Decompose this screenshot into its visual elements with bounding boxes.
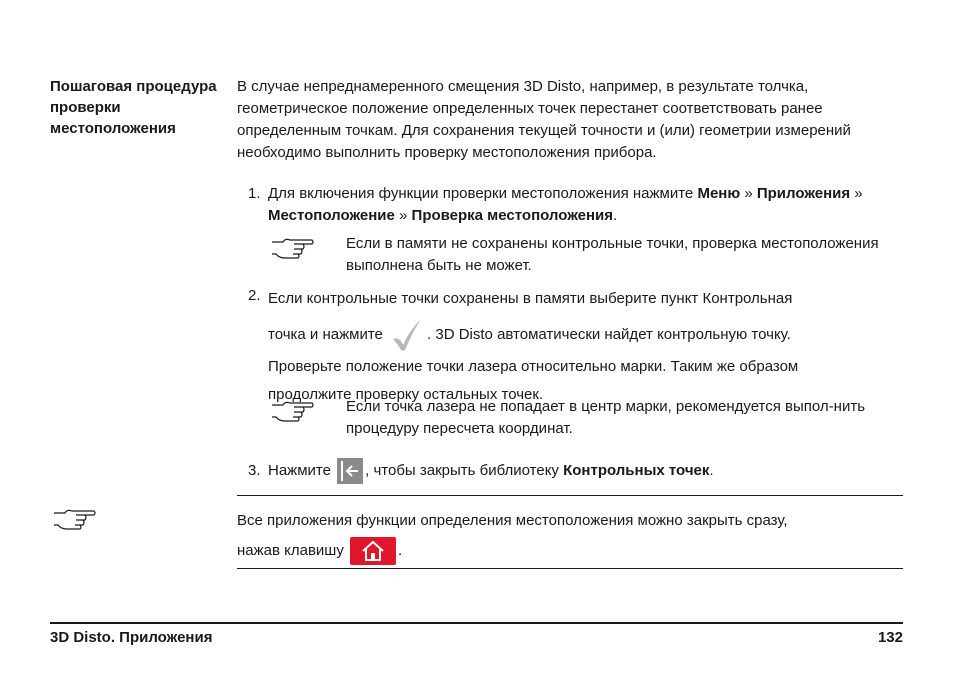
home-button <box>350 537 396 565</box>
menu-label: Меню <box>697 185 741 202</box>
step-text: Нажмите , чтобы закрыть библиотеку Контрольных точек. <box>268 458 908 484</box>
pointing-hand-icon <box>270 237 314 259</box>
note-text: Если точка лазера не попадает в центр марки, рекомендуется выпол-нить процедуру пересчета координат. <box>346 398 866 437</box>
location-label: Местоположение <box>268 207 395 224</box>
close-library-icon <box>337 458 363 484</box>
note-2 <box>270 396 910 442</box>
check-location-label: Проверка местоположения <box>411 207 614 224</box>
step-number: 1. <box>248 185 261 202</box>
step-3 <box>248 458 903 488</box>
intro-paragraph: В случае непреднамеренного смещения 3D Disto, например, в результате толчка, геометрическое положение определенных точек перестанет соответствовать ранее определенным точкам. Для сохранения текущей точности и (или) геометрии измерений необходимо выполнить проверку местоположения прибора. <box>237 78 851 161</box>
divider-bottom <box>237 568 903 569</box>
control-points-label: Контрольных точек <box>563 461 710 479</box>
pointing-hand-icon <box>270 400 314 422</box>
step-1 <box>248 183 903 227</box>
step-number: 2. <box>248 287 261 304</box>
apps-label: Приложения <box>756 185 851 202</box>
footer-rule <box>50 622 903 624</box>
home-icon <box>350 537 396 565</box>
page-number: 132 <box>877 629 903 646</box>
checkmark-icon <box>389 317 425 353</box>
note-1 <box>270 233 910 279</box>
section-heading: Пошаговая процедура проверки местоположения <box>50 78 217 137</box>
pointing-hand-icon <box>52 508 96 530</box>
footer-title: 3D Disto. Приложения <box>50 629 213 646</box>
step-2 <box>248 285 903 403</box>
step-number: 3. <box>248 462 261 479</box>
divider-top <box>237 495 903 496</box>
step-text: Для включения функции проверки местоположения нажмите Меню » Приложения » Местоположение » Проверка местоположения. <box>268 185 863 224</box>
general-note: Все приложения функции определения местоположения можно закрыть сразу, нажав клавишу . <box>237 507 907 565</box>
note-text: Если в памяти не сохранены контрольные точки, проверка местоположения выполнена быть не может. <box>346 235 879 274</box>
step-text: Если контрольные точки сохранены в памяти выберите пункт Контрольная точка и нажмите . 3D Disto автоматически найдет контрольную точку. Проверьте положение точки лазера относительно марки. Таким же образом продолжите проверку остальных точек. <box>268 290 799 403</box>
